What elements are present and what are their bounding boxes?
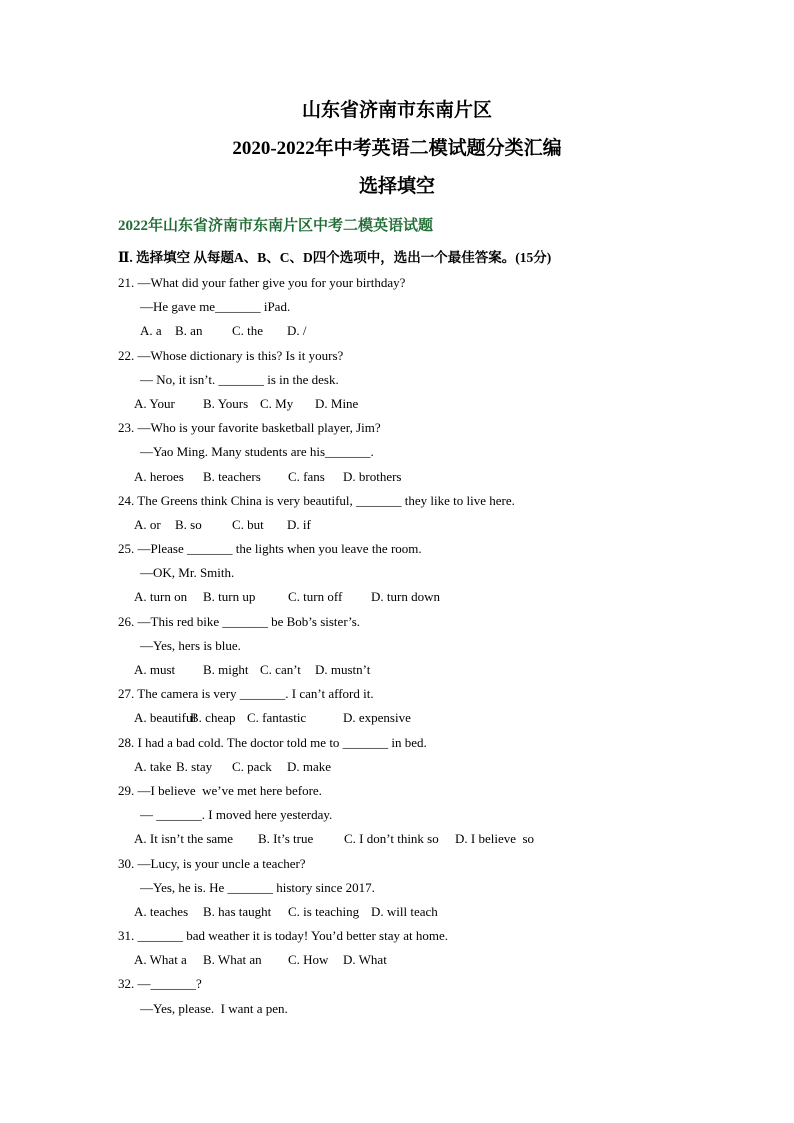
answer-option: B. might (203, 662, 249, 677)
answer-option: D. expensive (343, 710, 411, 726)
question-stem: 21. —What did your father give you for your birthday? (118, 275, 406, 290)
question-dialog-line: —OK, Mr. Smith. (140, 565, 235, 581)
answer-option: A. take (134, 758, 172, 774)
answer-option: C. the (232, 323, 264, 339)
answer-option: D. I believe so (455, 831, 535, 847)
question-dialog-line: —He gave me_______ iPad. (140, 299, 291, 315)
answer-option: B. cheap (190, 710, 236, 726)
answer-option: D. will teach (371, 903, 438, 919)
answer-option: B. has taught (203, 903, 272, 919)
section-heading: 2022年山东省济南市东南片区中考二模英语试题 (118, 218, 434, 234)
answer-option: A. What a (134, 952, 187, 968)
answer-option: C. How (288, 952, 329, 968)
answer-option: D. mustn’t (315, 662, 371, 677)
answer-option: C. My (260, 395, 294, 411)
question-stem: 28. I had a bad cold. The doctor told me to _______ in bed. (118, 734, 427, 750)
answer-option: C. can’t (260, 662, 301, 677)
answer-option: B. teachers (203, 468, 261, 484)
answer-option: A. or (134, 516, 161, 532)
answer-option: B. turn up (203, 589, 256, 605)
question-stem: 32. —_______? (118, 976, 202, 992)
question-item (118, 855, 758, 928)
instruction: Ⅱ. 选择填空 从每题A、B、C、D四个选项中，选出一个最佳答案。(15分) (118, 250, 552, 265)
question-item (118, 613, 758, 686)
question-item (118, 347, 758, 420)
answer-option: A. Your (134, 395, 175, 411)
answer-option: D. Mine (315, 395, 359, 411)
question-stem: 29. —I believe we’ve met here before. (118, 782, 322, 798)
answer-option: D. if (287, 516, 311, 532)
answer-options (118, 661, 758, 685)
answer-option: C. I don’t think so (344, 831, 439, 847)
question-dialog-line: — No, it isn’t. _______ is in the desk. (140, 371, 339, 387)
question-item (118, 540, 758, 613)
answer-options (118, 322, 758, 346)
answer-option: C. fantastic (247, 710, 307, 726)
answer-option: A. must (134, 662, 176, 677)
question-item (118, 927, 758, 975)
question-stem: 26. —This red bike _______ be Bob’s sister’s. (118, 613, 361, 629)
answer-option: C. is teaching (288, 903, 360, 919)
answer-option: C. but (232, 516, 264, 532)
question-stem: 31. _______ bad weather it is today! You’d better stay at home. (118, 928, 448, 944)
title-region: 山东省济南市东南片区 (301, 100, 492, 121)
question-dialog-line: —Yes, he is. He _______ history since 2017. (140, 879, 375, 895)
answer-option: B. Yours (203, 395, 249, 411)
answer-option: A. beautiful (134, 710, 197, 726)
question-stem: 24. The Greens think China is very beautiful, _______ they like to live here. (118, 492, 515, 508)
answer-option: B. so (175, 516, 202, 532)
answer-options (118, 468, 758, 492)
question-stem: 27. The camera is very _______. I can’t afford it. (118, 686, 374, 702)
question-list (118, 274, 758, 1024)
question-dialog-line: — _______. I moved here yesterday. (140, 807, 333, 823)
question-item (118, 419, 758, 492)
answer-options (118, 830, 758, 854)
answer-option: C. pack (232, 758, 272, 774)
question-item (118, 734, 758, 782)
question-stem: 25. —Please _______ the lights when you leave the room. (118, 541, 422, 557)
question-item (118, 685, 758, 733)
answer-option: D. turn down (371, 589, 440, 605)
answer-option: C. fans (288, 468, 325, 484)
answer-option: D. / (287, 323, 307, 339)
answer-option: D. What (343, 952, 387, 968)
answer-option: D. make (287, 758, 332, 774)
question-item (118, 782, 758, 855)
answer-option: B. an (175, 323, 203, 339)
question-item (118, 492, 758, 540)
document-title (0, 92, 794, 206)
question-dialog-line: —Yes, please. I want a pen. (140, 1000, 288, 1016)
answer-options (118, 395, 758, 419)
title-series: 2020-2022年中考英语二模试题分类汇编 (232, 138, 562, 159)
answer-options (118, 516, 758, 540)
answer-option: D. brothers (343, 468, 402, 484)
answer-options (118, 903, 758, 927)
answer-option: B. What an (203, 952, 262, 968)
answer-option: A. teaches (134, 903, 189, 919)
answer-option: A. turn on (134, 589, 188, 605)
question-dialog-line: —Yao Ming. Many students are his_______. (140, 444, 374, 460)
answer-option: A. a (140, 323, 162, 339)
answer-option: A. It isn’t the same (134, 831, 234, 847)
question-stem: 22. —Whose dictionary is this? Is it yours? (118, 347, 344, 363)
answer-option: C. turn off (288, 589, 343, 605)
answer-options (118, 758, 758, 782)
answer-option: B. It’s true (258, 831, 314, 847)
answer-options (118, 951, 758, 975)
question-dialog-line: —Yes, hers is blue. (140, 637, 241, 653)
answer-options (118, 588, 758, 612)
answer-option: A. heroes (134, 468, 184, 484)
title-topic: 选择填空 (358, 176, 435, 197)
question-stem: 23. —Who is your favorite basketball player, Jim? (118, 420, 381, 436)
question-item (118, 274, 758, 347)
question-stem: 30. —Lucy, is your uncle a teacher? (118, 855, 306, 871)
answer-options (118, 709, 758, 733)
answer-option: B. stay (176, 758, 213, 774)
question-item (118, 975, 758, 1023)
